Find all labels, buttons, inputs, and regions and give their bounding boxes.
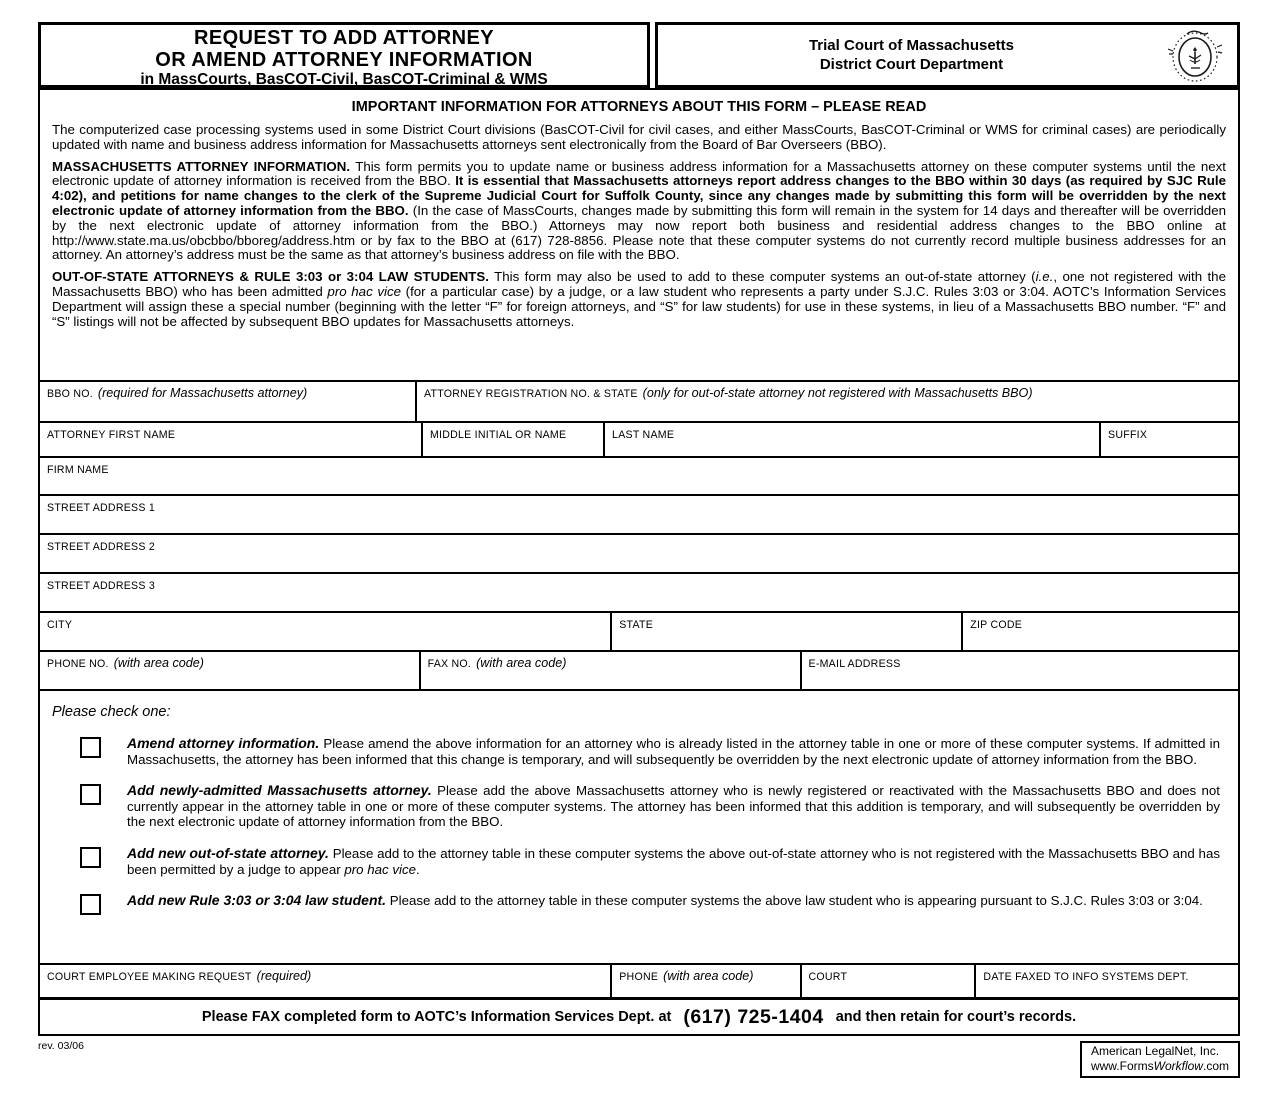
grid-row-name xyxy=(40,423,1238,458)
attorney-registration-label: ATTORNEY REGISTRATION NO. & STATE xyxy=(423,388,638,400)
grid-row-street1 xyxy=(40,496,1238,535)
checkbox-add-newly-admitted[interactable] xyxy=(80,784,101,805)
court-name-line1: Trial Court of Massachusetts xyxy=(808,37,1015,54)
option-add-newly-admitted-text: Add newly-admitted Massachusetts attorney. Please add the above Massachusetts attorney who is newly registered or reactivated with the Massachusetts BBO and does not currently appear in the attorney table in one or more of these computer systems. The attorney has been informed that this addition is temporary, and will subsequently be overridden by the next electronic update of attorney information from the BBO. xyxy=(127,782,1220,830)
legalnet-url: www.FormsWorkflow.com xyxy=(1090,1059,1229,1073)
court-employee-note: (required) xyxy=(256,969,312,983)
out-of-state-paragraph: OUT-OF-STATE ATTORNEYS & RULE 3:03 or 3:04 LAW STUDENTS. This form may also be used to add to these computer systems an out-of-state attorney (i.e., one not registered with the Massachusetts BBO) who has been admitted pro hac vice (for a particular case) by a judge, or a law student who represents a party under S.J.C. Rules 3:03 or 3:04. AOTC’s Information Services Department will assign these a special number (beginning with the letter “F” for foreign attorneys, and “S” for law students) for use in these systems, in lieu of a Massachusetts BBO number. “F” and “S” listings will not be affected by subsequent BBO updates for Massachusetts attorneys. xyxy=(52,269,1226,329)
grid-row-firm xyxy=(40,458,1238,496)
city-field[interactable] xyxy=(40,613,610,650)
bbo-no-field[interactable] xyxy=(40,382,415,421)
ma-attorney-paragraph: MASSACHUSETTS ATTORNEY INFORMATION. This form permits you to update name or business address information for a Massachusetts attorney on these computer systems until the next electronic update of attorney information is received from the BBO. It is essential that Massachusetts attorneys report address changes to the BBO within 30 days (as required by SJC Rule 4:02), and petitions for name changes to the clerk of the Supreme Judicial Court for Suffolk County, since any changes made by submitting this form will be overridden by the next electronic update of attorney information from the BBO. (In the case of MassCourts, changes made by submitting this form will remain in the system for 14 days and thereafter will be overridden by the next electronic update of attorney information from the BBO.) Attorneys may now report both business and residential address changes to the BBO online at http://www.state.ma.us/obcbbo/bboreg/address.htm or by fax to the BBO at (617) 728-8856. Please note that these computer systems do not currently record multiple business addresses for an attorney. An attorney’s address must be the same as that attorney’s business address on file with the BBO. xyxy=(52,158,1226,263)
zip-code-label: ZIP CODE xyxy=(970,619,1023,631)
zip-code-field[interactable] xyxy=(961,613,1238,650)
bbo-no-label: BBO NO. xyxy=(47,388,93,400)
court-header-box xyxy=(655,22,1240,88)
attorney-registration-field[interactable] xyxy=(415,382,1238,421)
form-body xyxy=(38,88,1240,1036)
court-employee-field[interactable] xyxy=(40,965,610,997)
info-section xyxy=(40,90,1238,380)
employee-phone-label: PHONE xyxy=(619,971,659,983)
form-title-line2: OR AMEND ATTORNEY INFORMATION xyxy=(155,49,533,71)
court-field[interactable] xyxy=(800,965,975,997)
option-add-newly-admitted xyxy=(52,783,1226,830)
court-employee-row xyxy=(40,963,1238,1000)
fax-phone-number: (617) 725-1404 xyxy=(683,1005,824,1028)
checkbox-amend-attorney[interactable] xyxy=(80,737,101,758)
check-one-section xyxy=(40,691,1238,963)
attorney-fields-grid xyxy=(40,380,1238,691)
employee-phone-field[interactable] xyxy=(610,965,799,997)
page-footer xyxy=(38,1039,1240,1078)
fax-instruction-strip xyxy=(40,1000,1238,1034)
middle-initial-field[interactable] xyxy=(421,423,603,456)
street-address-1-field[interactable] xyxy=(40,496,1238,533)
fax-no-label: FAX NO. xyxy=(427,658,472,670)
option-add-out-of-state-text: Add new out-of-state attorney. Please add to the attorney table in these computer systems the above out-of-state attorney who is not registered with the Massachusetts BBO and has been permitted by a judge to appear pro hac vice. xyxy=(127,844,1220,877)
last-name-field[interactable] xyxy=(603,423,1099,456)
court-employee-label: COURT EMPLOYEE MAKING REQUEST xyxy=(47,971,252,983)
state-field[interactable] xyxy=(610,613,961,650)
option-amend-attorney xyxy=(52,736,1226,767)
grid-row-street2 xyxy=(40,535,1238,574)
fax-instruction-post: and then retain for court’s records. xyxy=(835,1009,1077,1025)
email-label: E-MAIL ADDRESS xyxy=(808,658,901,670)
check-one-prompt: Please check one: xyxy=(52,704,171,720)
legalnet-stamp xyxy=(1080,1041,1240,1078)
court-seal-icon xyxy=(1165,27,1225,83)
option-add-law-student xyxy=(52,893,1226,915)
legalnet-company: American LegalNet, Inc. xyxy=(1090,1044,1220,1058)
grid-row-phone xyxy=(40,652,1238,691)
grid-row-city xyxy=(40,613,1238,652)
phone-no-field[interactable] xyxy=(40,652,419,689)
form-title-box xyxy=(38,22,650,88)
option-amend-attorney-text: Amend attorney information. Please amend the above information for an attorney who is already listed in the attorney table in one or more of these computer systems. If admitted in Massachusetts, the attorney has been informed that this change is temporary, and will subsequently be overridden by the next electronic update of attorney information from the BBO. xyxy=(127,735,1220,767)
attorney-registration-note: (only for out-of-state attorney not registered with Massachusetts BBO) xyxy=(642,386,1033,400)
fax-instruction-pre: Please FAX completed form to AOTC’s Information Services Dept. at xyxy=(201,1009,672,1025)
info-heading: IMPORTANT INFORMATION FOR ATTORNEYS ABOUT THIS FORM – PLEASE READ xyxy=(351,99,927,115)
street-address-3-label: STREET ADDRESS 3 xyxy=(47,580,156,592)
intro-paragraph: The computerized case processing systems used in some District Court divisions (BasCOT-Civil for civil cases, and either MassCourts, BasCOT-Criminal or WMS for criminal cases) are periodically updated with name and business address information for Massachusetts attorneys sent electronically from the Board of Bar Overseers (BBO). xyxy=(52,122,1226,152)
court-name xyxy=(658,36,1165,74)
checkbox-add-law-student[interactable] xyxy=(80,894,101,915)
option-add-out-of-state xyxy=(52,846,1226,877)
date-faxed-label: DATE FAXED TO INFO SYSTEMS DEPT. xyxy=(983,971,1189,983)
city-label: CITY xyxy=(47,619,73,631)
suffix-field[interactable] xyxy=(1099,423,1238,456)
fax-no-note: (with area code) xyxy=(476,656,567,670)
option-add-law-student-text: Add new Rule 3:03 or 3:04 law student. Please add to the attorney table in these computer systems the above law student who is appearing pursuant to S.J.C. Rules 3:03 or 3:04. xyxy=(127,892,1203,909)
phone-no-note: (with area code) xyxy=(113,656,204,670)
street-address-2-field[interactable] xyxy=(40,535,1238,572)
first-name-field[interactable] xyxy=(40,423,421,456)
revision-label: rev. 03/06 xyxy=(38,1040,84,1052)
court-label: COURT xyxy=(808,971,848,983)
street-address-1-label: STREET ADDRESS 1 xyxy=(47,502,156,514)
grid-row-street3 xyxy=(40,574,1238,613)
email-field[interactable] xyxy=(800,652,1238,689)
firm-name-label: FIRM NAME xyxy=(47,464,109,476)
suffix-label: SUFFIX xyxy=(1108,429,1148,441)
court-name-line2: District Court Department xyxy=(819,56,1004,73)
grid-row-bbo xyxy=(40,382,1238,423)
first-name-label: ATTORNEY FIRST NAME xyxy=(47,429,176,441)
last-name-label: LAST NAME xyxy=(612,429,675,441)
middle-initial-label: MIDDLE INITIAL OR NAME xyxy=(429,429,567,441)
phone-no-label: PHONE NO. xyxy=(47,658,109,670)
street-address-3-field[interactable] xyxy=(40,574,1238,611)
fax-no-field[interactable] xyxy=(419,652,800,689)
street-address-2-label: STREET ADDRESS 2 xyxy=(47,541,156,553)
state-label: STATE xyxy=(619,619,654,631)
firm-name-field[interactable] xyxy=(40,458,1238,494)
date-faxed-field[interactable] xyxy=(974,965,1238,997)
employee-phone-note: (with area code) xyxy=(663,969,754,983)
form-title-line1: REQUEST TO ADD ATTORNEY xyxy=(194,27,494,49)
form-title-line3: in MassCourts, BasCOT-Civil, BasCOT-Criminal & WMS xyxy=(140,71,548,88)
checkbox-add-out-of-state[interactable] xyxy=(80,847,101,868)
form-header xyxy=(38,22,1240,88)
bbo-no-note: (required for Massachusetts attorney) xyxy=(97,386,308,400)
